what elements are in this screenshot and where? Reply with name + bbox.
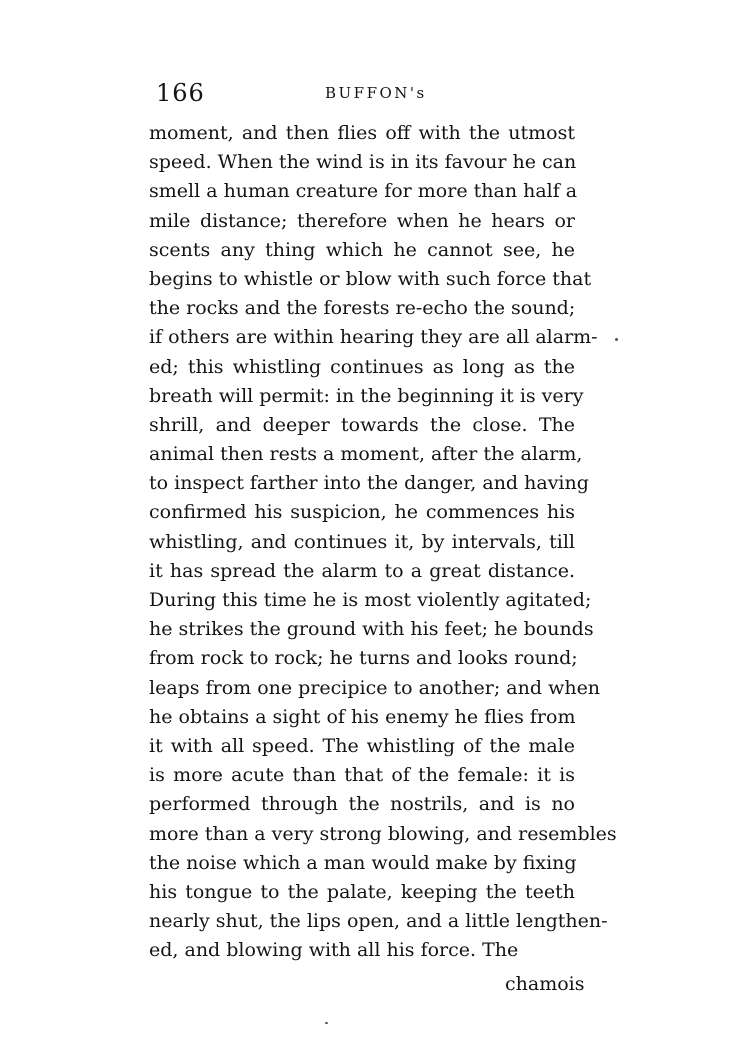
text-line: is more acute than that of the female: it is [149,764,575,787]
text-line: begins to whistle or blow with such force that [149,267,592,290]
text-line: performed through the nostrils, and is no [149,793,575,816]
text-line: mile distance; therefore when he hears or [149,209,575,232]
text-line: nearly shut, the lips open, and a little lengthen- [149,910,608,933]
text-line: animal then rests a moment, after the alarm, [149,443,583,466]
text-line: if others are within hearing they are all alarm- [149,326,598,349]
text-line: his tongue to the palate, keeping the teeth [149,880,575,903]
text-line: whistling, and continues it, by intervals, till [149,530,575,553]
text-line: During this time he is most violently agitated; [149,589,592,611]
text-line: moment, and then flies off with the utmost [149,122,575,144]
text-line: it with all speed. The whistling of the male [149,734,575,757]
ink-speck [325,1022,328,1024]
text-line: it has spread the alarm to a great distance. [149,559,575,582]
text-line: he obtains a sight of his enemy he flies from [149,705,576,728]
running-head [150,78,600,108]
text-line: the noise which a man would make by fixing [149,851,577,874]
text-line: more than a very strong blowing, and resembles [149,822,617,845]
text-line: leaps from one precipice to another; and when [149,676,601,699]
text-line: to inspect farther into the danger, and having [149,472,589,495]
text-line: scents any thing which he cannot see, he [149,238,575,261]
body-text [149,119,617,965]
ink-speck [615,338,618,341]
text-line: he strikes the ground with his feet; he bounds [149,618,594,641]
text-line: breath will permit: in the beginning it is very [149,384,584,407]
text-line: the rocks and the forests re-echo the sound; [149,297,576,320]
text-line: confirmed his suspicion, he commences his [149,501,575,524]
running-title: BUFFON's [325,84,427,102]
text-line: shrill, and deeper towards the close. The [149,413,575,436]
text-line: ed; this whistling continues as long as the [149,355,575,378]
text-line: from rock to rock; he turns and looks round; [149,647,578,670]
text-line: speed. When the wind is in its favour he can [149,151,577,174]
page-number: 166 [156,79,205,107]
text-line: ed, and blowing with all his force. The [149,939,519,962]
catchword: chamois [505,973,585,995]
text-line: smell a human creature for more than half a [149,180,578,203]
